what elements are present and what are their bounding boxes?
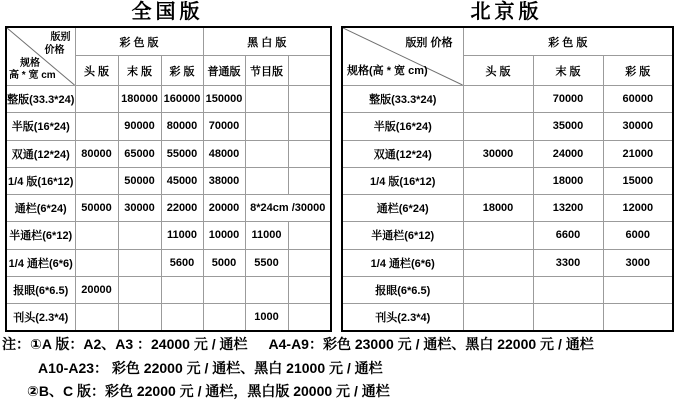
corner-bottom-label: 高 * 宽 cm (9, 70, 56, 81)
price-cell (603, 276, 673, 303)
national-rate-table (5, 26, 332, 332)
price-cell: 65000 (118, 140, 161, 167)
price-cell (161, 276, 203, 303)
table-row (6, 86, 331, 113)
price-cell: 8*24cm /30000 (245, 195, 331, 222)
price-cell: 21000 (603, 140, 673, 167)
table-row (6, 304, 331, 331)
table-row (342, 86, 673, 113)
price-cell (245, 276, 288, 303)
price-cell (463, 86, 533, 113)
price-cell (75, 86, 118, 113)
corner-top-label: 版别 (50, 32, 71, 43)
table-row (342, 167, 673, 194)
price-cell (245, 140, 288, 167)
header-row (342, 27, 673, 56)
price-cell: 50000 (75, 195, 118, 222)
table-row (6, 276, 331, 303)
price-cell (463, 276, 533, 303)
price-cell: 38000 (203, 167, 245, 194)
price-cell: 45000 (161, 167, 203, 194)
price-cell: 22000 (161, 195, 203, 222)
row-label: 半版(16*24) (6, 113, 75, 140)
table-row (6, 140, 331, 167)
price-cell (75, 249, 118, 276)
footnote-line-1 (2, 333, 594, 357)
price-cell (533, 276, 603, 303)
price-cell (463, 304, 533, 331)
corner-header (342, 27, 463, 86)
row-label: 刊头(2.3*4) (6, 304, 75, 331)
column-header: 末 版 (533, 56, 603, 86)
beijing-rate-table (341, 26, 674, 332)
price-cell (75, 167, 118, 194)
price-cell (75, 304, 118, 331)
column-header: 节目版 (245, 56, 288, 86)
column-header: 彩 版 (161, 56, 203, 86)
price-cell: 55000 (161, 140, 203, 167)
corner-bottom-label: 规格(高 * 宽 cm) (347, 65, 428, 77)
group-header: 彩 色 版 (463, 27, 673, 56)
price-cell: 10000 (203, 222, 245, 249)
corner-header (6, 27, 75, 86)
footnote-line-1a: 注：①A 版：A2、A3 ：24000 元 / 通栏 (2, 336, 248, 352)
price-cell (118, 276, 161, 303)
table-row (342, 140, 673, 167)
price-cell: 160000 (161, 86, 203, 113)
price-cell (603, 304, 673, 331)
price-cell: 20000 (75, 276, 118, 303)
row-label: 1/4 通栏(6*6) (6, 249, 75, 276)
price-cell (288, 304, 331, 331)
price-cell (463, 113, 533, 140)
table-row (342, 249, 673, 276)
price-cell (463, 167, 533, 194)
column-header (288, 56, 331, 86)
row-label: 通栏(6*24) (6, 195, 75, 222)
price-cell: 11000 (161, 222, 203, 249)
row-label: 半通栏(6*12) (6, 222, 75, 249)
price-cell: 70000 (203, 113, 245, 140)
column-header: 末 版 (118, 56, 161, 86)
table-row (342, 195, 673, 222)
price-cell: 5600 (161, 249, 203, 276)
row-label: 报眼(6*6.5) (6, 276, 75, 303)
price-cell (245, 113, 288, 140)
price-cell: 18000 (533, 167, 603, 194)
price-cell: 30000 (463, 140, 533, 167)
price-cell (288, 86, 331, 113)
price-cell: 48000 (203, 140, 245, 167)
price-cell: 5500 (245, 249, 288, 276)
price-cell (245, 86, 288, 113)
column-header: 彩 版 (603, 56, 673, 86)
price-cell (245, 167, 288, 194)
column-header: 普通版 (203, 56, 245, 86)
price-cell: 12000 (603, 195, 673, 222)
group-header: 黑 白 版 (203, 27, 331, 56)
row-label: 双通(12*24) (342, 140, 463, 167)
price-cell: 50000 (118, 167, 161, 194)
corner-top-label: 版别 价格 (405, 37, 453, 49)
price-cell (463, 222, 533, 249)
footnote-line-1b: A4-A9：彩色 23000 元 / 通栏、黑白 22000 元 / 通栏 (268, 336, 594, 352)
row-label: 双通(12*24) (6, 140, 75, 167)
price-cell (533, 304, 603, 331)
row-label: 1/4 通栏(6*6) (342, 249, 463, 276)
row-label: 刊头(2.3*4) (342, 304, 463, 331)
price-cell (288, 167, 331, 194)
price-cell (288, 276, 331, 303)
corner-top-label: 价格 (44, 45, 65, 56)
price-cell: 6600 (533, 222, 603, 249)
table-row (6, 222, 331, 249)
price-cell: 80000 (161, 113, 203, 140)
row-label: 通栏(6*24) (342, 195, 463, 222)
price-cell (161, 304, 203, 331)
footnote-line-3: ②B、C 版：彩色 22000 元 / 通栏，黑白版 20000 元 / 通栏 (27, 383, 390, 399)
group-header: 彩 色 版 (75, 27, 203, 56)
table-row (342, 276, 673, 303)
price-cell: 30000 (603, 113, 673, 140)
price-cell: 3000 (603, 249, 673, 276)
price-cell: 15000 (603, 167, 673, 194)
price-cell (203, 304, 245, 331)
price-cell: 90000 (118, 113, 161, 140)
row-label: 整版(33.3*24) (6, 86, 75, 113)
price-cell: 5000 (203, 249, 245, 276)
price-cell (118, 304, 161, 331)
price-cell (118, 249, 161, 276)
price-cell (75, 222, 118, 249)
row-label: 1/4 版(16*12) (6, 167, 75, 194)
table-row (6, 195, 331, 222)
price-cell (75, 113, 118, 140)
price-cell: 180000 (118, 86, 161, 113)
beijing-edition-panel (341, 0, 672, 332)
price-cell: 1000 (245, 304, 288, 331)
row-label: 半版(16*24) (342, 113, 463, 140)
row-label: 1/4 版(16*12) (342, 167, 463, 194)
price-cell (288, 222, 331, 249)
table-row (6, 249, 331, 276)
price-cell: 3300 (533, 249, 603, 276)
price-cell (288, 113, 331, 140)
table-row (6, 113, 331, 140)
price-cell: 80000 (75, 140, 118, 167)
footnotes (2, 333, 594, 404)
column-header: 头 版 (463, 56, 533, 86)
price-cell (288, 140, 331, 167)
price-cell: 6000 (603, 222, 673, 249)
price-cell: 70000 (533, 86, 603, 113)
price-cell: 24000 (533, 140, 603, 167)
price-cell: 30000 (118, 195, 161, 222)
header-row (6, 27, 331, 56)
national-edition-title: 全国版 (131, 1, 204, 23)
price-cell: 13200 (533, 195, 603, 222)
column-header: 头 版 (75, 56, 118, 86)
price-cell: 150000 (203, 86, 245, 113)
price-cell: 60000 (603, 86, 673, 113)
row-label: 报眼(6*6.5) (342, 276, 463, 303)
price-cell (203, 276, 245, 303)
price-cell: 18000 (463, 195, 533, 222)
corner-bottom-label: 规格 (20, 58, 40, 69)
price-cell (118, 222, 161, 249)
table-row (342, 113, 673, 140)
footnote-line-2: A10-A23： 彩色 22000 元 / 通栏、黑白 21000 元 / 通栏 (38, 359, 383, 376)
table-row (342, 222, 673, 249)
table-row (6, 167, 331, 194)
price-cell: 35000 (533, 113, 603, 140)
price-cell (288, 249, 331, 276)
row-label: 半通栏(6*12) (342, 222, 463, 249)
national-edition-panel (5, 0, 330, 332)
beijing-edition-title: 北京版 (470, 1, 543, 23)
price-cell: 11000 (245, 222, 288, 249)
row-label: 整版(33.3*24) (342, 86, 463, 113)
table-row (342, 304, 673, 331)
price-cell (463, 249, 533, 276)
price-cell: 20000 (203, 195, 245, 222)
